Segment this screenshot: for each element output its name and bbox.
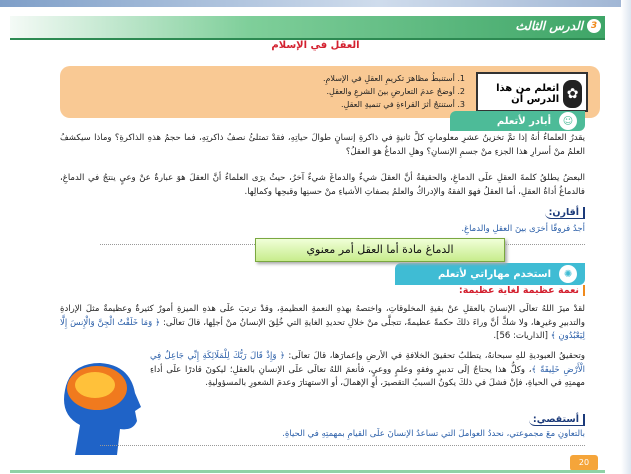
objective-item: 1. أستنبطُ مظاهرَ تكريمِ العقلِ في الإسلامِ. xyxy=(322,74,465,83)
objectives-list xyxy=(323,72,465,111)
objectives-label-box xyxy=(476,72,588,112)
lesson-label: الدرس الثالث xyxy=(515,19,583,33)
section-tab-skills xyxy=(395,263,585,285)
verse-reference: [الذاريات: 56]. xyxy=(493,331,548,341)
objective-item: 2. أوضحُ عدمَ التعارضِ بينَ الشرعِ والعقلِ. xyxy=(326,87,465,96)
section-heading: نعمة عظيمة لغاية عظيمة: xyxy=(459,285,585,296)
paragraph: البعضُ يطلقُ كلمةَ العقلِ علَى الدماغِ، والحقيقةُ أنَّ العقلَ شيءٌ والدماغَ شيءٌ آخرُ، حيثُ يرَى العلماءُ أنَّ العقلَ هوَ عبارةٌ عنْ وعيٍ ينتجُ في الدماغِ، فالدماغُ أداةُ العقلِ، أما العقلُ فهوَ الفقهُ والإدراكُ والعلمُ بصفاتِ الأشياءِ منْ حسنِها وقبحِها وكمالِها. xyxy=(60,173,585,197)
quran-verse: ﴿ وَإِذْ قَالَ رَبُّكَ لِلْمَلَائِكَةِ إِنِّي جَاعِلٌ فِي الْأَرْضِ خَلِيفَةً ﴾ xyxy=(150,351,585,375)
bottom-border xyxy=(10,470,605,473)
section-tab-initiate xyxy=(450,111,585,131)
investigate-label: أستقصي: xyxy=(529,414,585,426)
section-tab-label: أبادر لأتعلم xyxy=(496,115,551,127)
people-icon: ☺ xyxy=(559,112,577,130)
window-edge xyxy=(621,0,631,474)
compare-label: أقارن: xyxy=(545,207,585,219)
brain-icon: ✿ xyxy=(563,80,582,108)
section-tab-label: استخدم مهاراتي لأتعلم xyxy=(438,268,551,280)
window-top-bar xyxy=(0,0,631,7)
annotation-tooltip: الدماغ مادة أما العقل أمر معنوي xyxy=(255,238,505,262)
paragraph-text: ، وكلُّ هذا يحتاجُ إلَى تدبيرٍ وفقهٍ وعلمٍ ووعيٍ، فأنعمَ اللهُ تعالَى علَى الإنسانِ بالعقلِ؛ ليكونَ قادرًا علَى أداءِ مهمتِهِ في الحياةِ، فإنْ فشلَ في ذلكَ يكونُ السببُ التقصيرَ، أوِ الإهمالَ، أو الاستهتارَ وعدمَ الشعورِ بالمسؤوليةِ. xyxy=(150,364,585,388)
paragraph-text: لقدْ ميزَ اللهُ تعالَى الإنسانَ بالعقلِ عنْ بقيةِ المخلوقاتِ، واختصهُ بهذهِ النعمةِ العظيمةِ، وقدْ ترتبَ علَى هذهِ الميزةِ أمورٌ كثيرةٌ وعظيمةٌ مثلَ الإرادةِ والتدبيرِ وغيرِها، ولا شكَّ أنَّ وراءَ ذلكَ حكمةً عظيمةً، تتجلَّى منْ خلالِ تحديدِ الغايةِ التي خُلِقَ الإنسانُ منْ أجلِها، قالَ تعالَى: xyxy=(60,304,585,328)
objectives-label: اتعلم من هذا الدرس أن xyxy=(496,83,560,105)
lesson-header xyxy=(515,19,601,33)
lightbulb-icon: ✺ xyxy=(559,265,577,283)
objective-item: 3. أستنتجُ أثرَ القراءةِ في تنميةِ العقلِ. xyxy=(340,100,465,109)
lesson-number: 3 xyxy=(587,19,601,33)
paragraph: يقدرُ العلماءُ أنهُ إذا تمَّ تخزينُ عشرِ معلوماتٍ كلَّ ثانيةٍ في ذاكرةِ إنسانٍ طوالَ حياتِهِ، فقدْ تمتلئُ نصفُ ذاكرتِهِ، فما حجمُ هذهِ الذاكرةِ؟ وماذا سيكشفُ العلمُ منْ أسرارِ هذا الجزءِ منْ جسمِ الإنسانِ؟ وهلِ الدماغُ هوَ العقلُ؟ xyxy=(60,133,585,157)
page-title: العقل في الإسلام xyxy=(271,40,360,51)
divider xyxy=(100,445,585,446)
quran-verse: ﴿ وَمَا خَلَقْتُ الْجِنَّ وَالْإِنسَ إِلَّا لِيَعْبُدُونِ ﴾ xyxy=(60,317,585,341)
head-brain-image xyxy=(45,355,145,455)
investigate-text: بالتعاونِ معَ مجموعتي، نحددُ العواملَ التي تساعدُ الإنسانَ علَى القيامِ بمهمتِهِ في الحياةِ. xyxy=(282,429,585,439)
paragraph xyxy=(60,303,585,344)
page-number: 20 xyxy=(570,455,598,471)
compare-text: أجدُ فروقًا أخرَى بينَ العقلِ والدماغِ. xyxy=(461,224,585,234)
paragraph xyxy=(150,350,585,391)
paragraph-text: وتحقيقُ العبوديةِ للهِ سبحانهُ، يتطلبُ تحقيقَ الخلافةِ في الأرضِ وإعمارَها، قالَ تعالَى: xyxy=(288,351,585,361)
